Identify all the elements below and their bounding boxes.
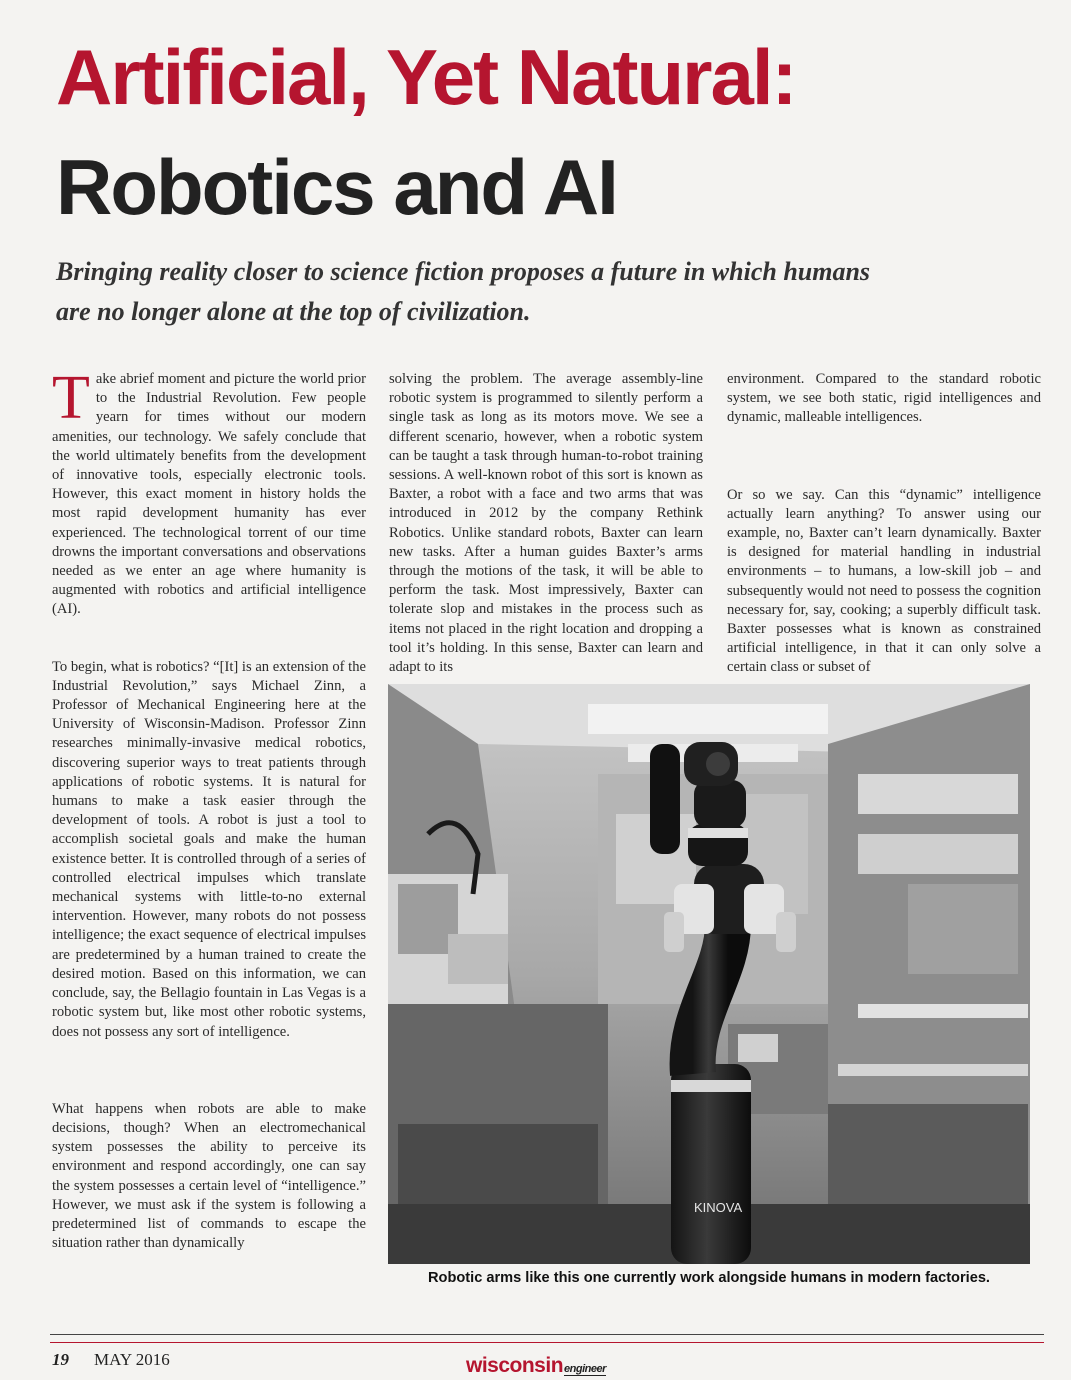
footer-rule-red xyxy=(50,1342,1044,1343)
paragraph: environment. Compared to the standard robotic system, we see both static, rigid intelligences and dynamic, malleable intelligences. xyxy=(727,371,1041,426)
paragraph: To begin, what is robotics? “[It] is an extension of the Industrial Revolution,” says Michael Zinn, a Professor of Mechanical Engineering here at the University of Wisconsin-Madison. Professor Zinn researches minimally-invasive medical robotics, discovering superior ways to treat patients through applications of robotic systems. It is natural for humans to make a task easier through the development of tools. A robot is just a tool to accomplish societal goals and make the human existence better. It is controlled through of a series of controlled electrical impulses which translate mechanical systems with little-to-no external intervention. However, many robots do not possess intelligence; the exact sequence of electrical impulses are predetermined by a human trained to create the desired motion. Based on this information, we can conclude, say, the Bellagio fountain in Las Vegas is a robotic system but, like most other robotic systems, does not possess any sort of intelligence. xyxy=(52,658,366,1040)
column-3 xyxy=(727,370,1041,678)
photo-caption: Robotic arms like this one currently work alongside humans in modern factories. xyxy=(428,1270,990,1286)
column-1 xyxy=(52,364,366,1253)
logo-main-text: wisconsin xyxy=(466,1354,564,1377)
paragraph: Or so we say. Can this “dynamic” intelligence actually learn anything? To answer using our example, no, Baxter can’t learn dynamically. Baxter is designed for material handling in industrial environments – to humans, a low-skill job – and subsequently would not need to possess the cognition necessary for, say, cooking; a superbly difficult task. Baxter possesses what is known as constrained artificial intelligence, in that it can only solve a certain class or subset of xyxy=(727,486,1041,676)
footer-rule xyxy=(50,1334,1044,1335)
paragraph xyxy=(52,364,366,620)
title-line-1: Artificial, Yet Natural: xyxy=(56,33,796,121)
logo-small-text: engineer xyxy=(564,1363,606,1375)
column-2 xyxy=(389,370,703,677)
paragraph: solving the problem. The average assembly-line robotic system is programmed to silently perform a single task as long as its motors move. We see a different scenario, however, when a robotic system can be taught a task through human-to-robot training sessions. A well-known robot of this sort is known as Baxter, a robot with a face and two arms that was introduced in 2012 by the company Rethink Robotics. Unlike standard robots, Baxter can learn new tasks. After a human guides Baxter’s arms through the motions of the task, it will be able to perform the task. Most impressively, Baxter can tolerate slop and mistakes in the process such as items not placed in the right location and dropping a tool it’s holding. In this sense, Baxter can learn and adapt to its xyxy=(389,371,703,676)
title-line-2: Robotics and AI xyxy=(56,143,617,231)
paragraph: What happens when robots are able to make decisions, though? When an electromechanical system possesses the ability to perceive its environment and respond accordingly, one can say the system possesses a certain level of “intelligence.” However, we must ask if the system is following a predetermined list of commands to escape the situation rather than dynamically xyxy=(52,1100,366,1252)
page-number: 19 xyxy=(52,1350,69,1369)
wisconsin-engineer-logo xyxy=(466,1354,606,1378)
paragraph-text: ake abrief moment and picture the world prior to the Industrial Revolution. Few people yearn for times without our modern amenities, our technology. We safely conclude that the world ultimately benefits from the development of innovative tools, especially electronic tools. However, this exact moment in history holds the most rapid development humanity has ever experienced. The technological torrent of our time drowns the important conversations and observations needed as we enter an age where humanity is augmented with robotics and artificial intelligence (AI). xyxy=(52,371,366,618)
robot-arm-photo xyxy=(388,684,1030,1264)
subtitle: Bringing reality closer to science fiction proposes a future in which humans are no longer alone at the top of civilization. xyxy=(56,257,871,326)
drop-cap: T xyxy=(52,364,90,432)
kinova-logo-text: KINOVA xyxy=(694,1200,743,1215)
issue-date: MAY 2016 xyxy=(94,1350,170,1369)
